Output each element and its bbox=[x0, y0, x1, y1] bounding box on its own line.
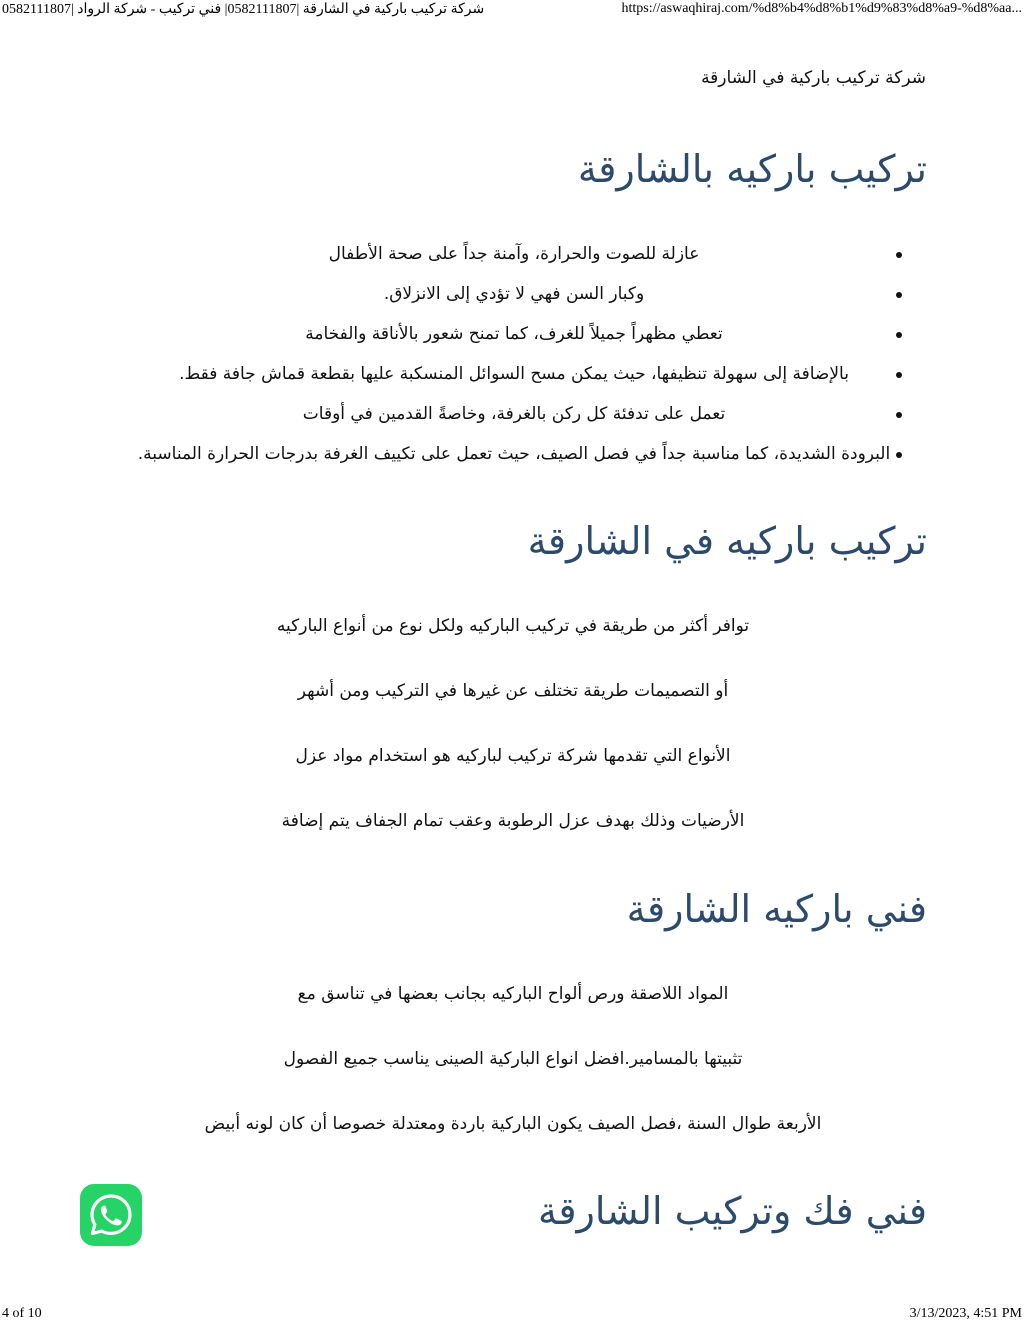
bullet-dot bbox=[896, 452, 902, 458]
paragraph: الأنواع التي تقدمها شركة تركيب لباركيه هو استخدام مواد عزل bbox=[295, 746, 731, 766]
print-page-url: https://aswaqhiraj.com/%d8%b4%d8%b1%d9%83%d8%a9-%d8%aa... bbox=[621, 1, 1022, 16]
bullet-dot bbox=[896, 372, 902, 378]
benefits-list bbox=[134, 240, 894, 480]
paragraph: توافر أكثر من طريقة في تركيب الباركيه ولكل نوع من أنواع الباركيه bbox=[276, 616, 750, 636]
bullet-dot bbox=[896, 252, 902, 258]
bullet-dot bbox=[896, 412, 902, 418]
list-item-text: تعمل على تدفئة كل ركن بالغرفة، وخاصةً القدمين في أوقات bbox=[302, 404, 726, 424]
section-title-dismantle-install: فني فك وتركيب الشارقة bbox=[538, 1189, 927, 1233]
list-item-text: عازلة للصوت والحرارة، وآمنة جداً على صحة الأطفال bbox=[328, 244, 700, 264]
list-item bbox=[134, 400, 894, 440]
paragraph: المواد اللاصقة ورص ألواح الباركيه بجانب بعضها في تناسق مع bbox=[297, 984, 729, 1004]
technician-paragraphs bbox=[100, 980, 926, 1175]
list-item bbox=[134, 320, 894, 360]
paragraph: الأربعة طوال السنة ،فصل الصيف يكون الباركية باردة ومعتدلة خصوصا أن كان لونه أبيض bbox=[204, 1114, 822, 1134]
whatsapp-button[interactable] bbox=[80, 1184, 142, 1246]
list-item-text: بالإضافة إلى سهولة تنظيفها، حيث يمكن مسح السوائل المنسكبة عليها بقطعة قماش جافة فقط. bbox=[179, 364, 849, 384]
installation-paragraphs bbox=[100, 612, 926, 872]
print-page-number: 4 of 10 bbox=[2, 1306, 42, 1321]
list-item bbox=[134, 440, 894, 480]
intro-text: شركة تركيب باركية في الشارقة bbox=[701, 68, 926, 88]
print-footer bbox=[0, 1305, 1024, 1325]
section-title-parquet-technician: فني باركيه الشارقة bbox=[626, 887, 927, 931]
section-title-parquet-in-sharjah: تركيب باركيه في الشارقة bbox=[527, 519, 927, 563]
bullet-dot bbox=[896, 292, 902, 298]
list-item bbox=[134, 360, 894, 400]
paragraph: الأرضيات وذلك بهدف عزل الرطوبة وعقب تمام الجفاف يتم إضافة bbox=[281, 811, 745, 831]
print-timestamp: 3/13/2023, 4:51 PM bbox=[909, 1306, 1022, 1321]
whatsapp-icon bbox=[86, 1190, 136, 1240]
list-item bbox=[134, 240, 894, 280]
list-item-text: وكبار السن فهي لا تؤدي إلى الانزلاق. bbox=[383, 284, 645, 304]
bullet-dot bbox=[896, 332, 902, 338]
paragraph: أو التصميمات طريقة تختلف عن غيرها في التركيب ومن أشهر bbox=[297, 681, 729, 701]
list-item-text: تعطي مظهراً جميلاً للغرف، كما تمنح شعور بالأناقة والفخامة bbox=[305, 324, 723, 344]
list-item-text: البرودة الشديدة، كما مناسبة جداً في فصل الصيف، حيث تعمل على تكييف الغرفة بدرجات الحرارة المناسبة. bbox=[137, 444, 891, 464]
list-item bbox=[134, 280, 894, 320]
paragraph: تثبيتها بالمسامير.افضل انواع الباركية الصينى يناسب جميع الفصول bbox=[283, 1049, 743, 1069]
section-title-parquet-sharjah: تركيب باركيه بالشارقة bbox=[577, 147, 927, 191]
print-page-title: شركة تركيب باركية في الشارقة |0582111807| فني تركيب - شركة الرواد |0582111807 bbox=[2, 2, 485, 17]
